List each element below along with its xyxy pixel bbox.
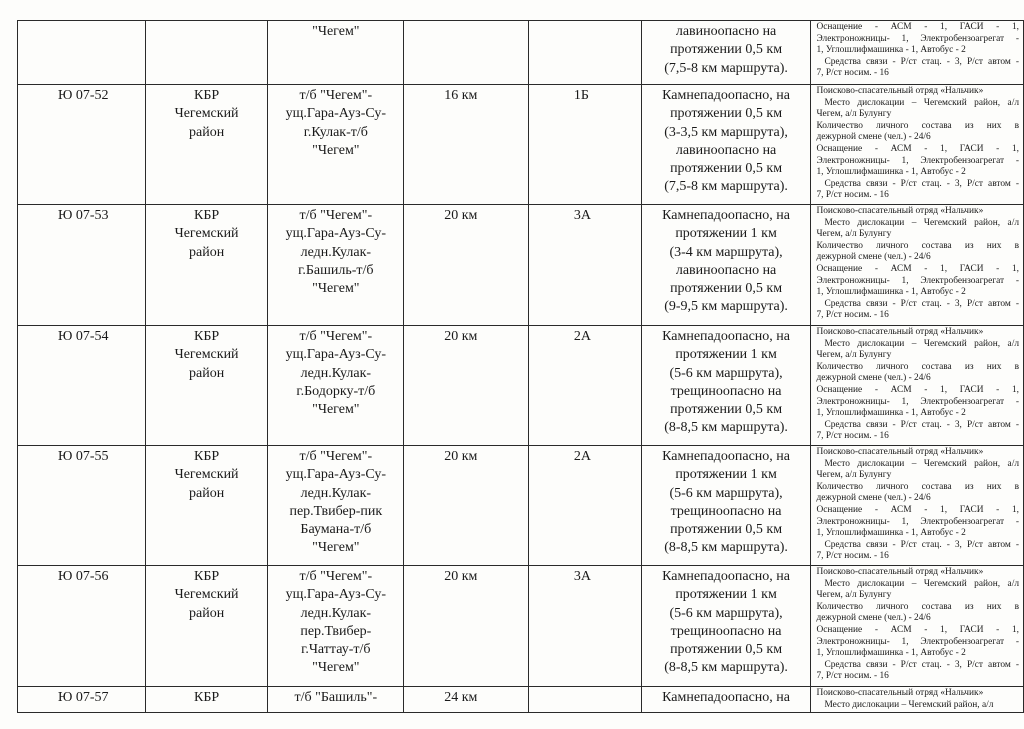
rescue-info-line: Количество личного состава из них в [816, 601, 1019, 612]
region-cell-text [146, 21, 268, 23]
route-length-cell [404, 21, 529, 85]
route-code-cell [18, 446, 146, 566]
route-length-cell-text: 16 км [444, 88, 478, 103]
rescue-info-line: Количество личного состава из них в [816, 120, 1019, 131]
rescue-info-line: Электроножницы- 1, Электробензоагрегат - [816, 516, 1019, 527]
route-length-cell [404, 446, 529, 566]
route-description-cell-text: т/б "Башиль"- [294, 690, 378, 705]
difficulty-category-cell-text [529, 21, 641, 23]
rescue-info-line: Оснащение - АСМ - 1, ГАСИ - 1, [816, 263, 1019, 274]
route-description-cell [268, 21, 404, 85]
route-code-cell [18, 566, 146, 687]
route-code-cell [18, 326, 146, 446]
route-length-cell [404, 85, 529, 205]
difficulty-category-cell [528, 326, 641, 446]
route-description-cell-text: т/б "Чегем"- ущ.Гара-Ауз-Су- ледн.Кулак- пер.Твибер- г.Чаттау-т/б "Чегем" [285, 569, 387, 676]
route-code-cell-text: Ю 07-52 [58, 88, 109, 103]
rescue-info-line: 1, Углошлифмашинка - 1, Автобус - 2 [816, 528, 966, 539]
rescue-unit-cell [811, 85, 1024, 205]
rescue-info-line: Оснащение - АСМ - 1, ГАСИ - 1, [816, 143, 1019, 154]
route-code-cell-text: Ю 07-55 [58, 449, 109, 464]
route-code-cell-text: Ю 07-57 [58, 690, 109, 705]
hazard-description-cell-text: Камнепадоопасно, на [662, 690, 791, 705]
rescue-unit-cell [811, 687, 1024, 713]
rescue-unit-cell [811, 326, 1024, 446]
table-row [18, 687, 1024, 713]
hazard-description-cell [641, 85, 811, 205]
region-cell-text: КБР Чегемский район [174, 329, 239, 381]
rescue-info-line: Чегем, а/л Булунгу [816, 229, 892, 240]
table-row [18, 566, 1024, 687]
rescue-info-line: Средства связи - Р/ст стац. - 3, Р/ст автом - [824, 178, 1019, 189]
rescue-info-line: Количество личного состава из них в [816, 481, 1019, 492]
route-length-cell-text: 20 км [444, 569, 478, 584]
route-description-cell-text: т/б "Чегем"- ущ.Гара-Ауз-Су- г.Кулак-т/б "Чегем" [285, 88, 387, 158]
table-body [18, 21, 1024, 713]
rescue-info-line: Место дислокации – Чегемский район, а/л [824, 578, 1019, 589]
rescue-info-line: Чегем, а/л Булунгу [816, 590, 892, 601]
rescue-info-line: Электроножницы- 1, Электробензоагрегат - [816, 396, 1019, 407]
rescue-info-line: Количество личного состава из них в [816, 361, 1019, 372]
rescue-unit-cell [811, 21, 1024, 85]
rescue-info-line: Средства связи - Р/ст стац. - 3, Р/ст автом - [824, 539, 1019, 550]
difficulty-category-cell-text: 3А [573, 208, 592, 223]
rescue-info-line: Оснащение - АСМ - 1, ГАСИ - 1, [816, 504, 1019, 515]
rescue-info-line: Оснащение - АСМ - 1, ГАСИ - 1, [816, 384, 1019, 395]
hazard-description-cell-text: Камнепадоопасно, на протяжении 1 км (5-6 км маршрута), трещиноопасно на протяжении 0,5 км (8-8,5 км маршрута). [662, 449, 791, 556]
rescue-info-line: Средства связи - Р/ст стац. - 3, Р/ст автом - [824, 419, 1019, 430]
route-length-cell-text: 20 км [444, 329, 478, 344]
rescue-info-line: Средства связи - Р/ст стац. - 3, Р/ст автом - [824, 56, 1019, 67]
rescue-info-line: дежурной смене (чел.) - 24/6 [816, 132, 931, 143]
rescue-info-line: Электроножницы- 1, Электробензоагрегат - [816, 636, 1019, 647]
rescue-unit-cell [811, 446, 1024, 566]
region-cell-text: КБР Чегемский район [174, 88, 239, 140]
region-cell [145, 205, 268, 326]
region-cell [145, 21, 268, 85]
hazard-description-cell [641, 446, 811, 566]
route-length-cell-text: 24 км [444, 690, 478, 705]
route-description-cell [268, 566, 404, 687]
hazard-description-cell [641, 687, 811, 713]
rescue-info-line: Средства связи - Р/ст стац. - 3, Р/ст автом - [824, 659, 1019, 670]
rescue-info-line: Электроножницы- 1, Электробензоагрегат - [816, 33, 1019, 44]
rescue-info-line: Средства связи - Р/ст стац. - 3, Р/ст автом - [824, 298, 1019, 309]
route-code-cell-text: Ю 07-56 [58, 569, 109, 584]
rescue-info-line: 1, Углошлифмашинка - 1, Автобус - 2 [816, 167, 966, 178]
rescue-info-line: Место дислокации – Чегемский район, а/л [824, 97, 1019, 108]
table-row [18, 205, 1024, 326]
route-description-cell-text: "Чегем" [312, 24, 360, 39]
rescue-unit-cell [811, 566, 1024, 687]
difficulty-category-cell-text [529, 687, 641, 689]
rescue-info-line: 7, Р/ст носим. - 16 [816, 431, 889, 442]
region-cell-text: КБР Чегемский район [174, 208, 239, 260]
route-length-cell [404, 205, 529, 326]
route-length-cell-text [404, 21, 528, 23]
route-description-cell-text: т/б "Чегем"- ущ.Гара-Ауз-Су- ледн.Кулак- г.Башиль-т/б "Чегем" [285, 208, 387, 297]
route-length-cell-text: 20 км [444, 449, 478, 464]
difficulty-category-cell-text: 3А [573, 569, 592, 584]
difficulty-category-cell-text: 2А [573, 329, 592, 344]
rescue-info-line: Поисково-спасательный отряд «Нальчик» [816, 327, 984, 337]
route-code-cell-text [18, 21, 145, 23]
difficulty-category-cell [528, 21, 641, 85]
rescue-info-line: Место дислокации – Чегемский район, а/л [824, 458, 1019, 469]
hazard-description-cell-text: лавиноопасно на протяжении 0,5 км (7,5-8 км маршрута). [664, 24, 788, 76]
difficulty-category-cell [528, 566, 641, 687]
rescue-info-line: Место дислокации – Чегемский район, а/л [824, 699, 994, 710]
rescue-info-line: 7, Р/ст носим. - 16 [816, 190, 889, 201]
rescue-info-line: 7, Р/ст носим. - 16 [816, 551, 889, 562]
table-row [18, 21, 1024, 85]
region-cell [145, 446, 268, 566]
rescue-info-line: дежурной смене (чел.) - 24/6 [816, 373, 931, 384]
rescue-info-line: 1, Углошлифмашинка - 1, Автобус - 2 [816, 287, 966, 298]
rescue-info-line: дежурной смене (чел.) - 24/6 [816, 493, 931, 504]
rescue-info-line: 1, Углошлифмашинка - 1, Автобус - 2 [816, 45, 966, 56]
route-description-cell [268, 85, 404, 205]
rescue-info-line: 7, Р/ст носим. - 16 [816, 671, 889, 682]
region-cell-text: КБР [194, 690, 220, 705]
rescue-info-line: Чегем, а/л Булунгу [816, 470, 892, 481]
route-code-cell [18, 21, 146, 85]
rescue-info-line: Электроножницы- 1, Электробензоагрегат - [816, 275, 1019, 286]
hazard-description-cell-text: Камнепадоопасно, на протяжении 1 км (3-4 км маршрута), лавиноопасно на протяжении 0,5 км (9-9,5 км маршрута). [662, 208, 791, 315]
rescue-info-line: 7, Р/ст носим. - 16 [816, 68, 889, 79]
rescue-info-line: 1, Углошлифмашинка - 1, Автобус - 2 [816, 648, 966, 659]
rescue-info-line: Количество личного состава из них в [816, 240, 1019, 251]
route-code-cell-text: Ю 07-53 [58, 208, 109, 223]
region-cell-text: КБР Чегемский район [174, 569, 239, 621]
hazard-description-cell-text: Камнепадоопасно, на протяжении 1 км (5-6 км маршрута), трещиноопасно на протяжении 0,5 км (8-8,5 км маршрута). [662, 329, 791, 436]
rescue-info-line: дежурной смене (чел.) - 24/6 [816, 613, 931, 624]
region-cell [145, 326, 268, 446]
table-row [18, 446, 1024, 566]
difficulty-category-cell [528, 85, 641, 205]
rescue-info-line: Поисково-спасательный отряд «Нальчик» [816, 447, 984, 457]
rescue-unit-cell [811, 205, 1024, 326]
table-row [18, 326, 1024, 446]
rescue-info-line: 7, Р/ст носим. - 16 [816, 310, 889, 321]
hazard-description-cell-text: Камнепадоопасно, на протяжении 1 км (5-6 км маршрута), трещиноопасно на протяжении 0,5 км (8-8,5 км маршрута). [662, 569, 791, 676]
route-description-cell [268, 326, 404, 446]
rescue-info-line: Оснащение - АСМ - 1, ГАСИ - 1, [816, 624, 1019, 635]
rescue-info-line: 1, Углошлифмашинка - 1, Автобус - 2 [816, 408, 966, 419]
route-description-cell-text: т/б "Чегем"- ущ.Гара-Ауз-Су- ледн.Кулак- г.Бодорку-т/б "Чегем" [285, 329, 387, 418]
route-code-cell [18, 205, 146, 326]
difficulty-category-cell-text: 2А [573, 449, 592, 464]
hazard-description-cell [641, 326, 811, 446]
rescue-info-line: Поисково-спасательный отряд «Нальчик» [816, 206, 984, 216]
route-description-cell [268, 205, 404, 326]
region-cell [145, 85, 268, 205]
rescue-info-line: Чегем, а/л Булунгу [816, 109, 892, 120]
rescue-info-line: Поисково-спасательный отряд «Нальчик» [816, 86, 984, 96]
difficulty-category-cell [528, 687, 641, 713]
route-code-cell-text: Ю 07-54 [58, 329, 109, 344]
route-code-cell [18, 687, 146, 713]
route-length-cell [404, 326, 529, 446]
difficulty-category-cell [528, 446, 641, 566]
rescue-info-line: Электроножницы- 1, Электробензоагрегат - [816, 155, 1019, 166]
table-row [18, 85, 1024, 205]
route-description-cell [268, 446, 404, 566]
region-cell [145, 566, 268, 687]
rescue-info-line: Поисково-спасательный отряд «Нальчик» [816, 567, 984, 577]
rescue-info-line: Место дислокации – Чегемский район, а/л [824, 338, 1019, 349]
route-description-cell [268, 687, 404, 713]
route-description-cell-text: т/б "Чегем"- ущ.Гара-Ауз-Су- ледн.Кулак- пер.Твибер-пик Баумана-т/б "Чегем" [285, 449, 387, 556]
route-code-cell [18, 85, 146, 205]
hazard-description-cell-text: Камнепадоопасно, на протяжении 0,5 км (3-3,5 км маршрута), лавиноопасно на протяжении 0,5 км (7,5-8 км маршрута). [662, 88, 791, 195]
route-length-cell-text: 20 км [444, 208, 478, 223]
region-cell [145, 687, 268, 713]
route-length-cell [404, 566, 529, 687]
difficulty-category-cell-text: 1Б [573, 88, 589, 103]
routes-table [17, 20, 1024, 713]
rescue-info-line: Поисково-спасательный отряд «Нальчик» [816, 688, 984, 698]
hazard-description-cell [641, 205, 811, 326]
hazard-description-cell [641, 566, 811, 687]
rescue-info-line: Оснащение - АСМ - 1, ГАСИ - 1, [816, 22, 1019, 32]
rescue-info-line: Место дислокации – Чегемский район, а/л [824, 217, 1019, 228]
difficulty-category-cell [528, 205, 641, 326]
hazard-description-cell [641, 21, 811, 85]
route-length-cell [404, 687, 529, 713]
rescue-info-line: дежурной смене (чел.) - 24/6 [816, 252, 931, 263]
region-cell-text: КБР Чегемский район [174, 449, 239, 501]
rescue-info-line: Чегем, а/л Булунгу [816, 350, 892, 361]
